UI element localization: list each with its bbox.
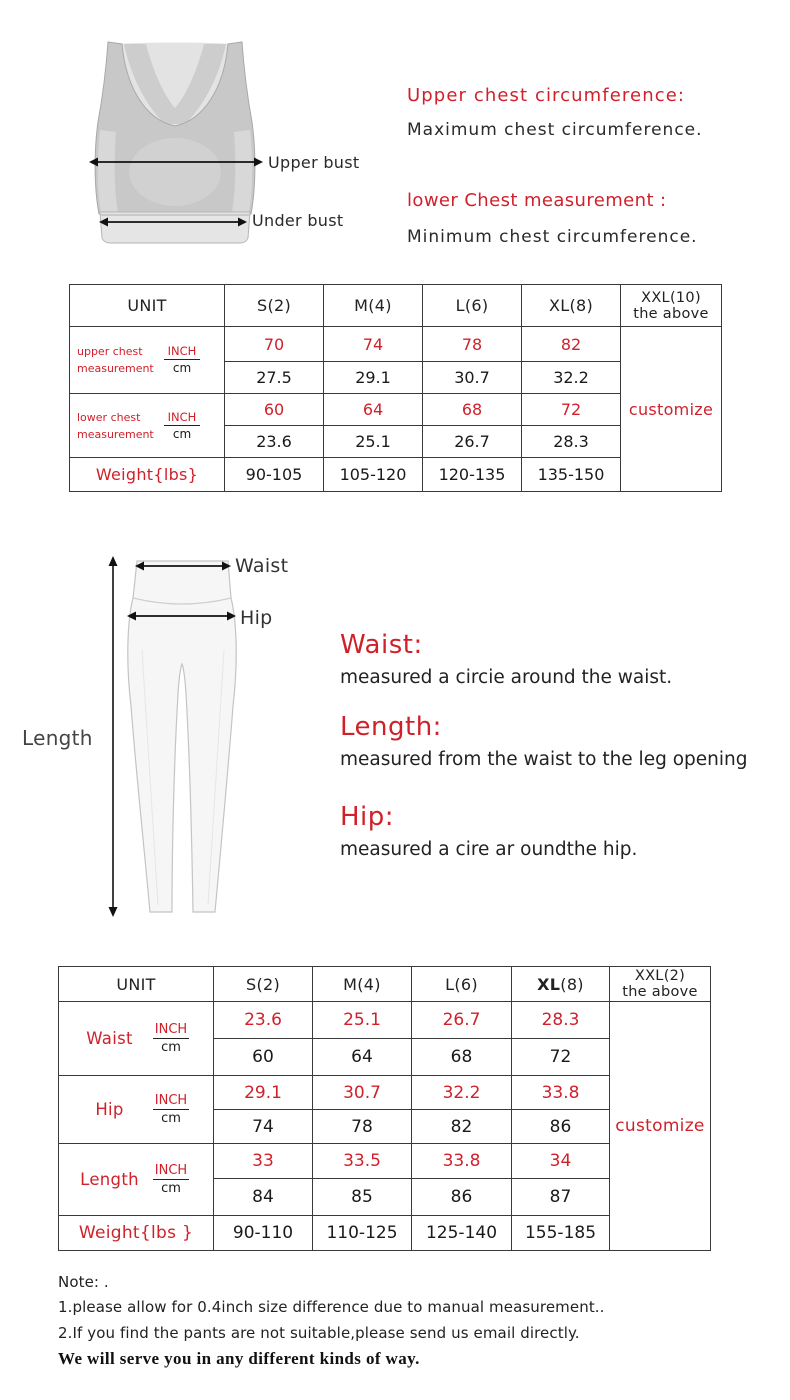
inch-unit-label: INCH [154,1092,188,1108]
cm-value-cell: 84 [214,1179,313,1216]
weight-label-cell: Weight{lbs } [59,1216,214,1251]
size-header-xxl [621,285,722,327]
inch-value-cell: 64 [324,394,423,426]
customize-cell: customize [621,327,722,492]
row-label: upper chest [77,345,143,358]
inch-value-cell: 33.8 [412,1144,512,1179]
size-header-line: the above [633,305,709,322]
cm-value-cell: 60 [214,1039,313,1076]
header-row [70,285,722,327]
cm-value-cell: 23.6 [225,426,324,458]
weight-value-cell: 135-150 [522,458,621,492]
cm-unit-label: cm [161,1039,181,1055]
inch-value-cell: 29.1 [214,1076,313,1110]
row-label: Length [80,1170,139,1189]
note-heading: Note: . [58,1273,109,1291]
cm-unit-label: cm [172,361,192,375]
cm-value-cell: 64 [313,1039,412,1076]
hip-label-cell [59,1076,214,1144]
weight-value-cell: 90-105 [225,458,324,492]
size-header-line: the above [622,984,698,1000]
row-label: measurement [77,427,154,441]
inch-value-cell: 26.7 [412,1002,512,1039]
row-label: Hip [95,1100,124,1119]
size-header-line: XXL(10) [641,289,701,306]
size-header-line: XXL(2) [634,968,686,984]
inch-value-cell: 68 [423,394,522,426]
row-label: measurement [77,362,154,375]
size-header: M(4) [324,285,423,327]
inch-value-cell: 72 [522,394,621,426]
row-label: lower chest [77,410,141,424]
weight-value-cell: 120-135 [423,458,522,492]
inch-value-cell: 60 [225,394,324,426]
cm-unit-label: cm [161,1110,181,1126]
cm-value-cell: 25.1 [324,426,423,458]
unit-header: UNIT [59,967,214,1002]
size-header-xl-rest: (8) [560,974,584,994]
inch-value-cell: 33.5 [313,1144,412,1179]
cm-value-cell: 26.7 [423,426,522,458]
inch-value-cell: 28.3 [512,1002,610,1039]
size-header: XL(8) [522,285,621,327]
cm-value-cell: 85 [313,1179,412,1216]
note-line: 2.If you find the pants are not suitable,please send us email directly. [58,1324,580,1342]
length-label-cell [59,1144,214,1216]
inch-value-cell: 78 [423,327,522,362]
inch-value-cell: 82 [522,327,621,362]
size-header-xxl [610,967,711,1002]
cm-value-cell: 27.5 [225,362,324,394]
cm-value-cell: 86 [512,1110,610,1144]
length-figure-label: Length [22,726,93,750]
inch-unit-label: INCH [154,1162,188,1178]
weight-value-cell: 105-120 [324,458,423,492]
cm-value-cell: 82 [412,1110,512,1144]
inch-unit-label: INCH [154,1021,188,1037]
length-description: measured from the waist to the leg opening [340,749,748,770]
weight-value-cell: 125-140 [412,1216,512,1251]
table-row [59,1002,711,1039]
upper-bust-label: Upper bust [268,153,360,172]
length-heading: Length: [340,712,442,742]
size-header: S(2) [214,967,313,1002]
closing-line: We will serve you in any different kinds of way. [58,1349,420,1368]
weight-value-cell: 155-185 [512,1216,610,1251]
header-row [59,967,711,1002]
inch-value-cell: 33.8 [512,1076,610,1110]
inch-value-cell: 25.1 [313,1002,412,1039]
weight-value-cell: 110-125 [313,1216,412,1251]
unit-header: UNIT [70,285,225,327]
lower-chest-label-cell [70,394,225,458]
inch-value-cell: 70 [225,327,324,362]
pants-size-table [58,966,711,1251]
customize-cell: customize [610,1002,711,1251]
cm-unit-label: cm [172,426,192,441]
hip-heading: Hip: [340,802,395,832]
size-header: M(4) [313,967,412,1002]
size-header: L(6) [412,967,512,1002]
cm-value-cell: 78 [313,1110,412,1144]
length-arrow [109,556,118,917]
upper-chest-description: Maximum chest circumference. [407,120,703,140]
inch-value-cell: 23.6 [214,1002,313,1039]
inch-value-cell: 34 [512,1144,610,1179]
waist-heading: Waist: [340,630,423,660]
cm-value-cell: 28.3 [522,426,621,458]
table-row [70,327,722,362]
inch-value-cell: 33 [214,1144,313,1179]
leggings-body [128,561,236,912]
size-header: L(6) [423,285,522,327]
row-label: Waist [86,1029,133,1048]
upper-chest-label-cell [70,327,225,394]
cm-unit-label: cm [161,1180,181,1196]
hip-description: measured a cire ar oundthe hip. [340,839,638,860]
weight-label-cell: Weight{lbs} [70,458,225,492]
cm-value-cell: 68 [412,1039,512,1076]
note-line: 1.please allow for 0.4inch size difference due to manual measurement.. [58,1298,605,1316]
inch-value-cell: 30.7 [313,1076,412,1110]
lower-chest-heading: lower Chest measurement : [407,190,667,211]
size-header: S(2) [225,285,324,327]
cm-value-cell: 29.1 [324,362,423,394]
bra-center-highlight [129,138,221,206]
cm-value-cell: 74 [214,1110,313,1144]
upper-chest-heading: Upper chest circumference: [407,85,686,106]
inch-value-cell: 74 [324,327,423,362]
inch-unit-label: INCH [164,344,200,360]
cm-value-cell: 72 [512,1039,610,1076]
cm-value-cell: 86 [412,1179,512,1216]
cm-value-cell: 32.2 [522,362,621,394]
waist-figure-label: Waist [235,555,289,577]
under-bust-label: Under bust [252,211,344,230]
inch-unit-label: INCH [164,410,200,426]
size-header-xl [512,967,610,1002]
cm-value-cell: 87 [512,1179,610,1216]
bra-size-table [69,284,722,492]
lower-chest-description: Minimum chest circumference. [407,227,698,247]
cm-value-cell: 30.7 [423,362,522,394]
inch-value-cell: 32.2 [412,1076,512,1110]
weight-value-cell: 90-110 [214,1216,313,1251]
waist-description: measured a circie around the waist. [340,667,673,688]
waist-label-cell [59,1002,214,1076]
size-header-xl-strong: XL [537,974,561,994]
hip-figure-label: Hip [240,607,273,629]
bra-underband [100,212,250,243]
